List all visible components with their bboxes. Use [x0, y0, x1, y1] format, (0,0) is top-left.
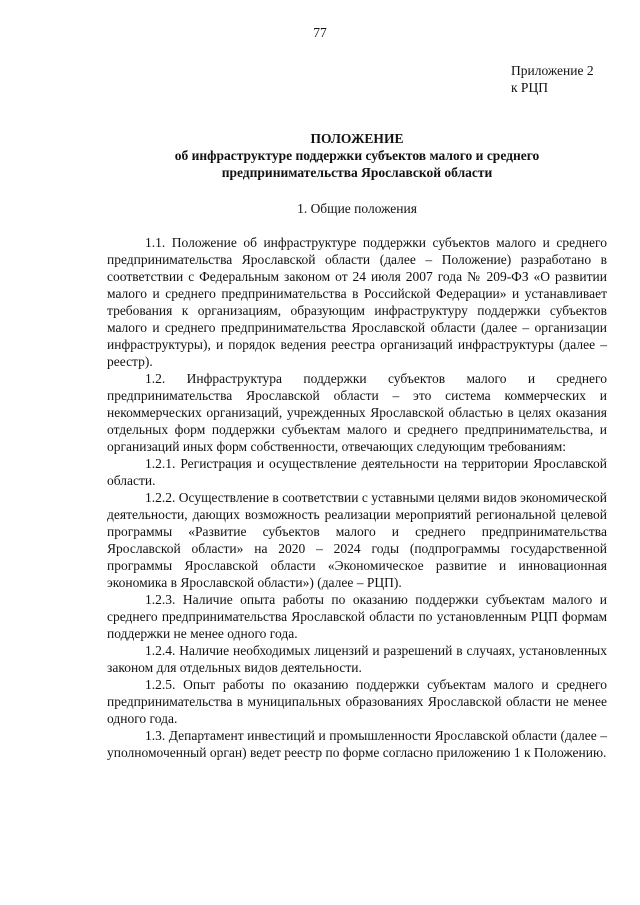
- paragraph-1-2: 1.2. Инфраструктура поддержки субъектов малого и среднего предпринимательства Ярославской области – это система коммерческих и некоммерческих организаций, учрежденных Ярославской областью в целях оказания отдельных форм поддержки субъектам малого и среднего предпринимательства, и организаций иных форм собственности, отвечающих следующим требованиям:: [107, 371, 607, 454]
- document-body: [107, 234, 607, 761]
- document-title: [107, 130, 607, 181]
- appendix-reference: [511, 62, 594, 96]
- section-heading: 1. Общие положения: [297, 201, 417, 216]
- paragraph-1-2-2: 1.2.2. Осуществление в соответствии с уставными целями видов экономической деятельности, дающих возможность реализации мероприятий региональной целевой программы «Развитие субъектов малого и среднего предпринимательства Ярославской области» на 2020 – 2024 годы (подпрограммы государственной программы Ярославской области «Экономическое развитие и инновационная экономика в Ярославской области») (далее – РЦП).: [107, 490, 607, 590]
- paragraph-1-2-3: 1.2.3. Наличие опыта работы по оказанию поддержки субъектам малого и среднего предпринимательства Ярославской области по установленным РЦП формам поддержки не менее одного года.: [107, 592, 607, 641]
- appendix-line: к РЦП: [511, 80, 548, 95]
- paragraph-1-2-4: 1.2.4. Наличие необходимых лицензий и разрешений в случаях, установленных законом для отдельных видов деятельности.: [107, 643, 607, 675]
- paragraph-1-2-1: 1.2.1. Регистрация и осуществление деятельности на территории Ярославской области.: [107, 456, 607, 488]
- title-line: предпринимательства Ярославской области: [221, 165, 493, 180]
- title-line: ПОЛОЖЕНИЕ: [310, 131, 404, 146]
- title-line: об инфраструктуре поддержки субъектов малого и среднего: [174, 148, 540, 163]
- paragraph-1-1: 1.1. Положение об инфраструктуре поддержки субъектов малого и среднего предпринимательства Ярославской области (далее – Положение) разработано в соответствии с Федеральным законом от 24 июля 2007 года № 209-ФЗ «О развитии малого и среднего предпринимательства в Российской Федерации» и устанавливает требования к организациям, образующим инфраструктуру поддержки субъектов малого и среднего предпринимательства Ярославской области (далее – организации инфраструктуры), и порядок ведения реестра организаций инфраструктуры (далее – реестр).: [107, 235, 607, 369]
- appendix-line: Приложение 2: [511, 63, 594, 78]
- page-number: 77: [313, 25, 327, 40]
- paragraph-1-2-5: 1.2.5. Опыт работы по оказанию поддержки субъектам малого и среднего предпринимательства в муниципальных образованиях Ярославской области не менее одного года.: [107, 677, 607, 726]
- paragraph-1-3: 1.3. Департамент инвестиций и промышленности Ярославской области (далее – уполномоченный орган) ведет реестр по форме согласно приложению 1 к Положению.: [107, 728, 607, 760]
